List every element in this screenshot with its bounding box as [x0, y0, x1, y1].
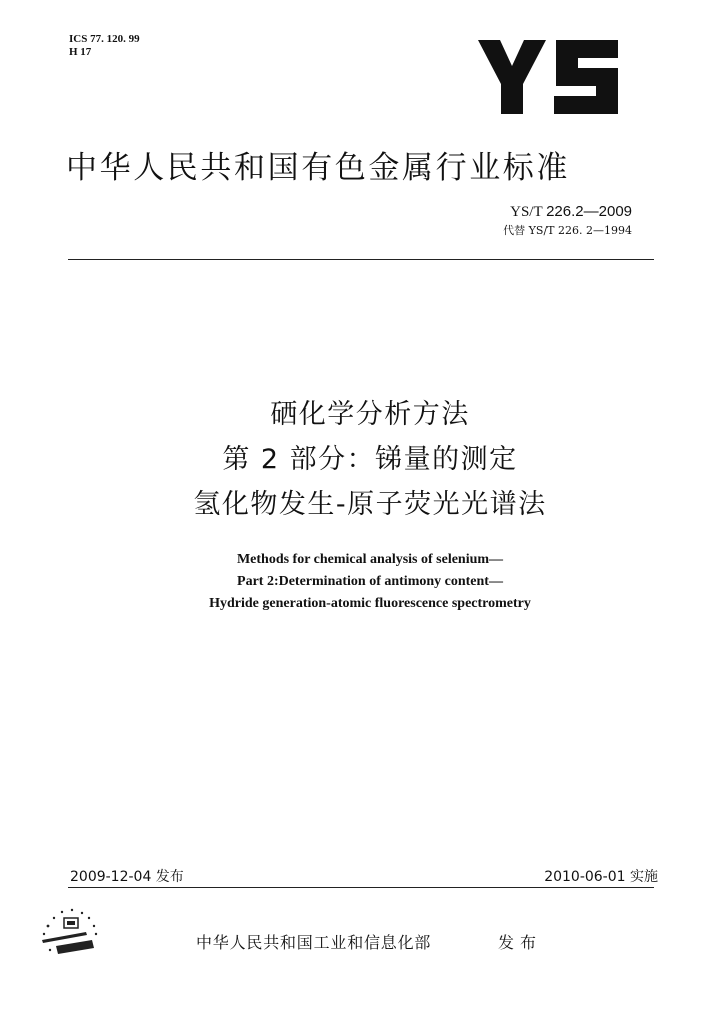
publish-label: 发布 [498, 933, 543, 952]
publisher: 中华人民共和国工业和信息化部 [196, 933, 432, 952]
class-code: H 17 [69, 46, 92, 58]
chinese-title-line-1: 硒化学分析方法 [270, 399, 470, 430]
issue-date: 2009-12-04 发布 [70, 869, 184, 885]
ics-code: ICS 77. 120. 99 [69, 33, 140, 45]
standard-number-block [503, 203, 632, 238]
organization-title: 中华人民共和国有色金属行业标准 [66, 150, 570, 186]
top-divider [68, 259, 654, 260]
english-title-line-3: Hydride generation-atomic fluorescence spectrometry [209, 596, 531, 611]
chinese-title [0, 392, 704, 527]
english-title [0, 549, 704, 615]
standard-code-prefix: YS/T [510, 204, 547, 220]
replaces-standard: 代替 YS/T 226. 2—1994 [503, 224, 632, 237]
english-title-line-2: Part 2:Determination of antimony content— [237, 574, 503, 589]
standard-code [503, 203, 632, 221]
implementation-date: 2010-06-01 实施 [544, 869, 658, 885]
classification-codes [69, 33, 140, 59]
standard-code-number: 226.2—2009 [546, 203, 632, 220]
anti-counterfeit-stamp-icon [34, 906, 114, 968]
bottom-divider [68, 887, 654, 888]
english-title-line-1: Methods for chemical analysis of selenium— [236, 552, 504, 567]
chinese-title-line-2: 第 2 部分：锑量的测定 [222, 444, 518, 475]
ys-logo [478, 40, 620, 114]
chinese-title-line-3: 氢化物发生-原子荧光光谱法 [193, 489, 547, 520]
